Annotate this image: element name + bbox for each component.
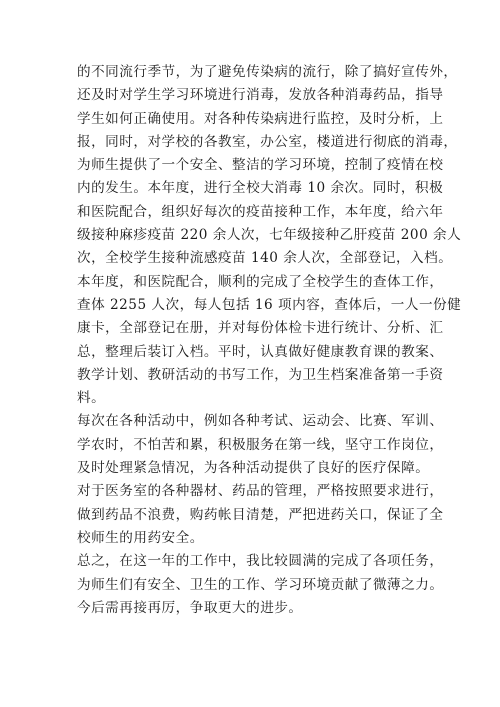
text-line: 每次在各种活动中，例如各种考试、运动会、比赛、军训、 [77, 413, 444, 430]
text-line: 的不同流行季节，为了避免传染病的流行，除了搞好宣传外， [77, 64, 458, 80]
text-line: 今后需再接再厉，争取更大的进步。 [77, 599, 303, 616]
body-text [77, 61, 462, 620]
text-line: 为师生提供了一个安全、整洁的学习环境，控制了疫情在校 [77, 157, 444, 174]
text-line: 总，整理后装订入档。平时，认真做好健康教育课的教案、 [77, 343, 444, 360]
text-line: 教学计划、教研活动的书写工作，为卫生档案准备第一手资 [77, 366, 444, 383]
text-line: 内的发生。本年度，进行全校大消毒 10 余次。同时，积极 [77, 180, 444, 197]
text-line: 还及时对学生学习环境进行消毒，发放各种消毒药品，指导 [77, 87, 444, 104]
text-line: 本年度，和医院配合，顺利的完成了全校学生的查体工作， [77, 273, 444, 290]
text-line: 总之，在这一年的工作中，我比较圆满的完成了各项任务， [77, 553, 444, 570]
text-line: 料。 [77, 390, 106, 407]
text-line: 为师生们有安全、卫生的工作、学习环境贡献了微薄之力。 [77, 576, 444, 593]
text-line: 次，全校学生接种流感疫苗 140 余人次，全部登记，入档。 [77, 250, 453, 267]
text-line: 对于医务室的各种器材、药品的管理，严格按照要求进行， [77, 483, 444, 500]
text-line: 学生如何正确使用。对各种传染病进行监控，及时分析，上 [77, 110, 444, 127]
text-line: 做到药品不浪费，购药帐目清楚，严把进药关口，保证了全 [77, 506, 444, 523]
text-line: 和医院配合，组织好每次的疫苗接种工作，本年度，给六年 [77, 203, 444, 220]
text-line: 及时处理紧急情况，为各种活动提供了良好的医疗保障。 [77, 460, 430, 477]
text-line: 查体 2255 人次，每人包括 16 项内容，查体后，一人一份健 [77, 296, 462, 313]
text-line: 报，同时，对学校的各教室，办公室，楼道进行彻底的消毒， [77, 133, 458, 150]
text-line: 校师生的用药安全。 [77, 529, 204, 546]
text-line: 学农时，不怕苦和累，积极服务在第一线，坚守工作岗位， [77, 436, 444, 453]
text-line: 康卡，全部登记在册，并对每份体检卡进行统计、分析、汇 [77, 320, 444, 337]
text-line: 级接种麻疹疫苗 220 余人次，七年级接种乙肝疫苗 200 余人 [77, 227, 462, 244]
